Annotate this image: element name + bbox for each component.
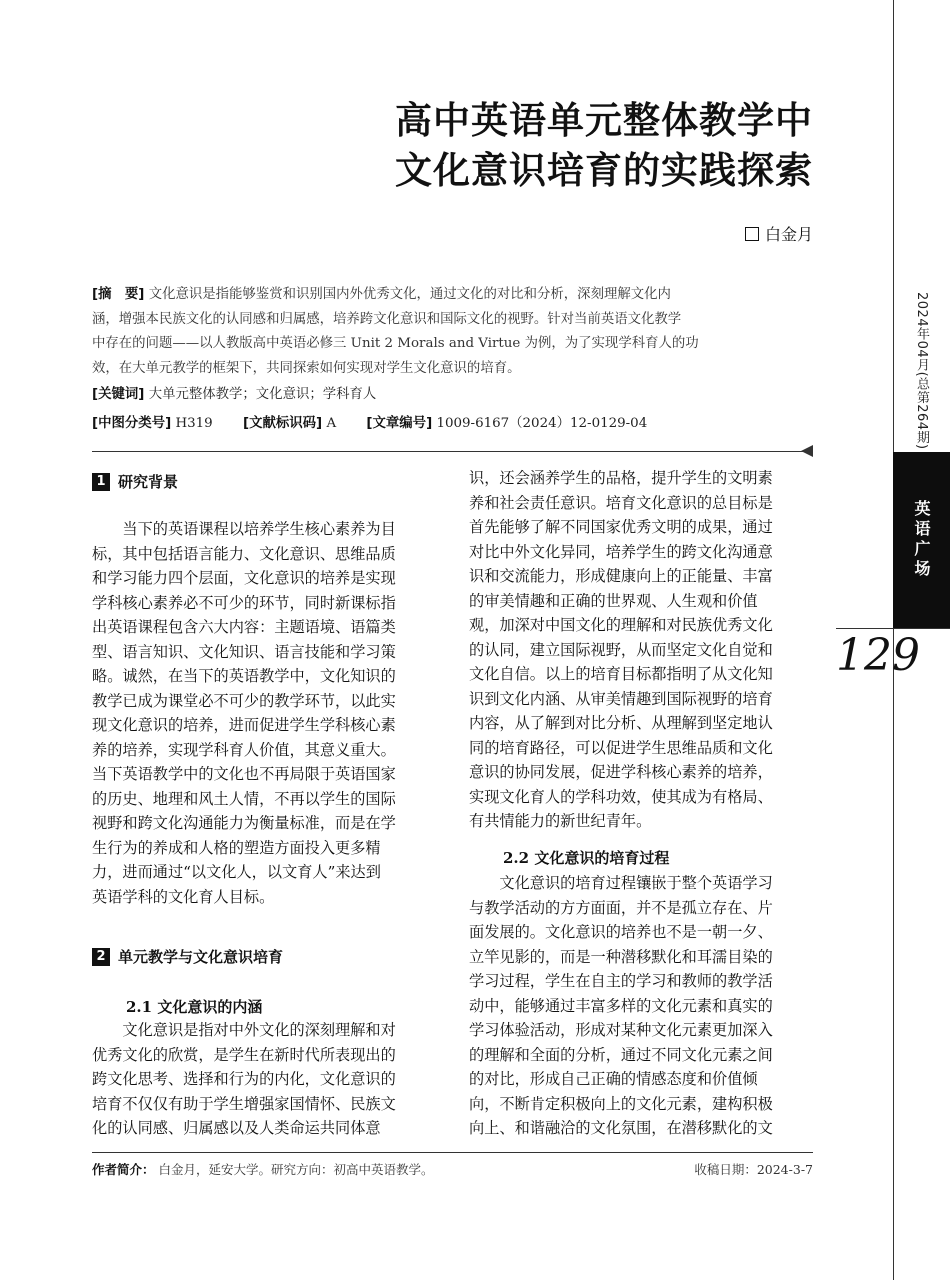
text-line: 向上、和谐融洽的文化氛围，在潜移默化的文: [469, 1119, 773, 1137]
right-paragraph-1: [469, 466, 773, 834]
text-line: 意识的协同发展，促进学科核心素养的培养，: [469, 763, 773, 781]
keywords-text: 大单元整体教学；文化意识；学科育人: [148, 387, 377, 402]
article-no-label: [文章编号]: [366, 416, 433, 431]
classification: [92, 412, 647, 431]
text-line: 的理解和全面的分析，通过不同文化元素之间: [469, 1045, 773, 1064]
section-heading-1: [92, 471, 178, 492]
title-line-2: 文化意识培育的实践探索: [395, 149, 813, 192]
section-title: 单元教学与文化意识培育: [118, 948, 284, 966]
text-line: 同的培育路径，可以促进学生思维品质和文化: [469, 738, 773, 757]
text-line: 实现文化育人的学科功效，使其成为有格局、: [469, 787, 773, 806]
text-line: 现文化意识的培养，进而促进学生学科核心素: [92, 716, 396, 734]
text-line: 化的认同感、归属感以及人类命运共同体意: [92, 1119, 381, 1137]
text-line: 动中，能够通过丰富多样的文化元素和真实的: [469, 996, 773, 1015]
abstract: [92, 283, 804, 381]
author-note-text: 白金月，延安大学。研究方向：初高中英语教学。: [158, 1162, 434, 1177]
subsection-heading-2-2: 2.2 文化意识的培育过程: [503, 849, 670, 867]
text-line: 的审美情趣和正确的世界观、人生观和价值: [469, 591, 758, 610]
text-line: 养和社会责任意识。培育文化意识的总目标是: [469, 493, 773, 512]
text-line: 标，其中包括语言能力、文化意识、思维品质: [92, 544, 396, 563]
text-line: 力，进而通过“以文化人，以文育人”来达到: [92, 863, 381, 881]
left-paragraph-1: [92, 517, 396, 909]
clc-label: [中图分类号]: [92, 416, 172, 431]
text-line: 识和交流能力，形成健康向上的正能量、丰富: [469, 567, 773, 585]
author-byline: [745, 222, 813, 245]
subsection-heading-2-1: 2.1 文化意识的内涵: [126, 998, 263, 1016]
section-tab: [893, 452, 950, 628]
clc-value: H319: [175, 416, 213, 431]
keywords-label: [关键词]: [92, 387, 145, 402]
title-line-1: 高中英语单元整体教学中: [395, 99, 813, 142]
keywords: [92, 383, 376, 402]
right-paragraph-2: [469, 871, 773, 1141]
text-line: 和学习能力四个层面，文化意识的培养是实现: [92, 569, 396, 587]
text-line: 学科核心素养必不可少的环节，同时新课标指: [92, 593, 396, 612]
doc-code-value: A: [326, 416, 337, 431]
article-no-value: 1009-6167（2024）12-0129-04: [436, 416, 648, 431]
text-line: 教学已成为课堂必不可少的教学环节，以此实: [92, 691, 396, 710]
text-line: 观，加深对中国文化的理解和对民族优秀文化: [469, 616, 773, 634]
header-rule: [92, 451, 804, 452]
page-number: 129: [836, 630, 920, 681]
text-line: 与教学活动的方方面面，并不是孤立存在、片: [469, 898, 773, 917]
abstract-label: [摘 要]: [92, 287, 145, 302]
section-number: 2: [92, 948, 110, 966]
footer-rule: [92, 1152, 813, 1153]
text-line: 文化意识的培育过程镶嵌于整个英语学习: [469, 874, 773, 892]
text-line: 养的培养，实现学科育人价值，其意义重大。: [92, 740, 396, 759]
abstract-text: 文化意识是指能够鉴赏和识别国内外优秀文化，通过文化的对比和分析，深刻理解文化内: [148, 287, 671, 302]
text-line: 识到文化内涵、从审美情趣到国际视野的培育: [469, 689, 773, 708]
text-line: 向，不断肯定积极向上的文化元素，建构积极: [469, 1094, 773, 1113]
text-line: 的认同，建立国际视野，从而坚定文化自觉和: [469, 640, 773, 659]
text-line: 型、语言知识、文化知识、语言技能和学习策: [92, 642, 396, 661]
author-name: 白金月: [764, 225, 813, 244]
text-line: 略。诚然，在当下的英语教学中，文化知识的: [92, 667, 396, 685]
abstract-line: 涵，增强本民族文化的认同感和归属感，培养跨文化意识和国际文化的视野。针对当前英语文化教学: [92, 311, 682, 327]
text-line: 学习体验活动，形成对某种文化元素更加深入: [469, 1021, 773, 1039]
text-line: 跨文化思考、选择和行为的内化，文化意识的: [92, 1070, 396, 1088]
abstract-line: 效，在大单元教学的框架下，共同探索如何实现对学生文化意识的培育。: [92, 360, 521, 376]
abstract-line: 中存在的问题——以人教版高中英语必修三 Unit 2 Morals and Virtue 为例，为了实现学科育人的功: [92, 336, 699, 351]
text-line: 英语学科的文化育人目标。: [92, 887, 275, 906]
author-note-label: 作者简介：: [92, 1162, 155, 1177]
section-number: 1: [92, 473, 110, 491]
text-line: 立竿见影的，而是一种潜移默化和耳濡目染的: [469, 947, 773, 966]
author-note: [92, 1160, 434, 1178]
text-line: 学习过程，学生在自主的学习和教师的教学活: [469, 972, 773, 990]
doc-code-label: [文献标识码]: [242, 416, 323, 431]
section-heading-2: [92, 946, 283, 967]
left-paragraph-2: [92, 1018, 396, 1141]
text-line: 识，还会涵养学生的品格，提升学生的文明素: [469, 469, 773, 487]
received-date: 收稿日期：2024-3-7: [694, 1162, 813, 1177]
text-line: 对比中外文化异同，培养学生的跨文化沟通意: [469, 542, 773, 561]
article-title: [395, 96, 813, 196]
text-line: 优秀文化的欣赏，是学生在新时代所表现出的: [92, 1045, 396, 1064]
text-line: 当下的英语课程以培养学生核心素养为目: [92, 520, 396, 538]
text-line: 有共情能力的新世纪青年。: [469, 812, 652, 830]
text-line: 文化意识是指对中外文化的深刻理解和对: [92, 1021, 396, 1039]
section-title: 研究背景: [118, 473, 179, 491]
text-line: 生行为的养成和人格的塑造方面投入更多精: [92, 838, 381, 857]
text-line: 的对比，形成自己正确的情感态度和价值倾: [469, 1070, 758, 1088]
text-line: 视野和跨文化沟通能力为衡量标准，而是在学: [92, 814, 396, 832]
text-line: 面发展的。文化意识的培养也不是一朝一夕、: [469, 923, 773, 941]
text-line: 培育不仅仅有助于学生增强家国情怀、民族文: [92, 1094, 396, 1113]
abstract-line: [92, 283, 804, 308]
page-number-rule: [836, 628, 950, 629]
text-line: 当下英语教学中的文化也不再局限于英语国家: [92, 765, 396, 783]
section-tab-label: 英语广场: [912, 500, 931, 580]
arrow-left-icon: [801, 445, 813, 457]
square-icon: [745, 227, 759, 241]
issue-date: 2024年04月(总第264期): [914, 292, 929, 450]
text-line: 内容，从了解到对比分析、从理解到坚定地认: [469, 714, 773, 732]
text-line: 文化自信。以上的培育目标都指明了从文化知: [469, 665, 773, 683]
text-line: 首先能够了解不同国家优秀文明的成果，通过: [469, 518, 773, 536]
text-line: 的历史、地理和风土人情，不再以学生的国际: [92, 789, 396, 808]
text-line: 出英语课程包含六大内容：主题语境、语篇类: [92, 618, 396, 636]
